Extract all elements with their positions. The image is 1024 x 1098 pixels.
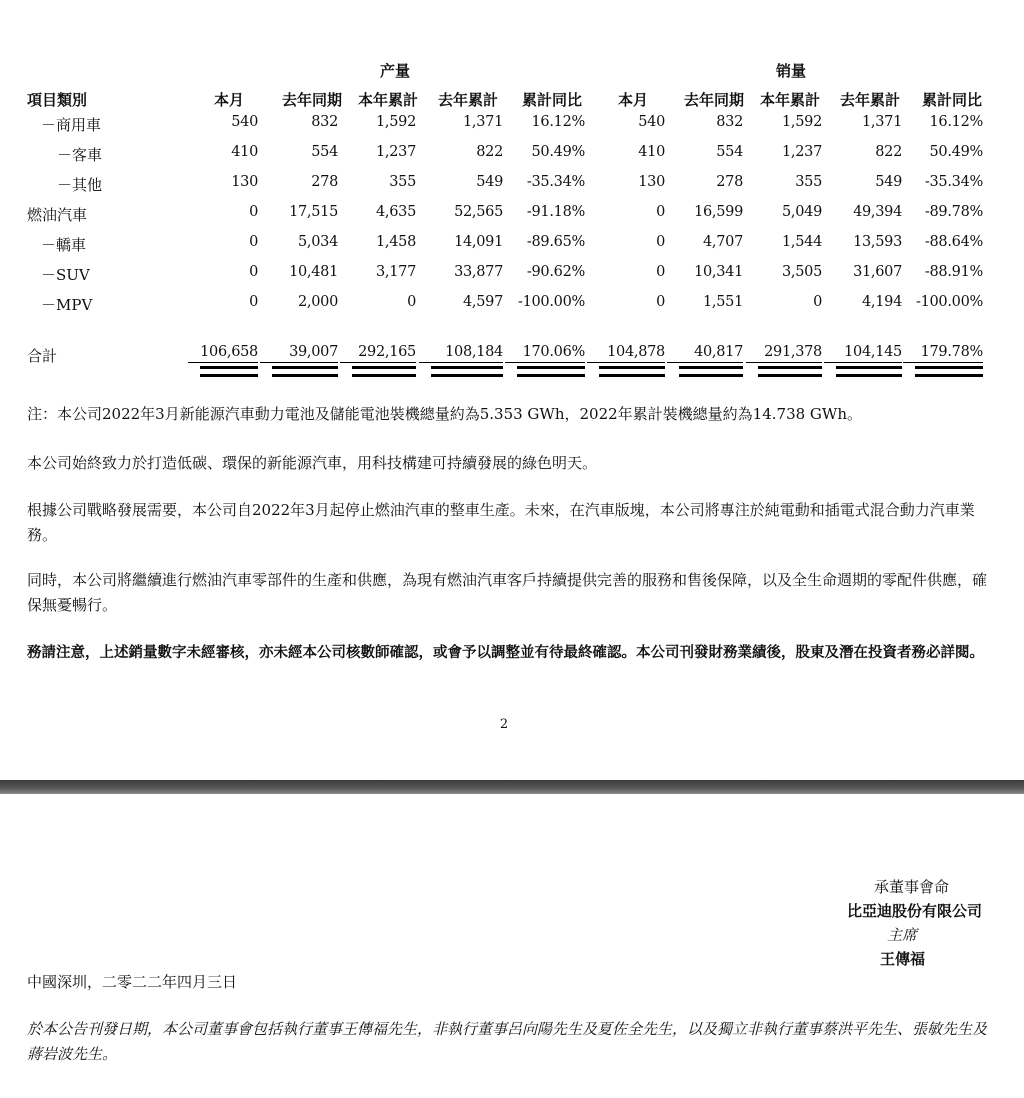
column-header: 累計同比 [921,91,982,109]
paragraph-parts-supply: 同時，本公司將繼續進行燃油汽車零部件的生產和供應，為現有燃油汽車客戶持續提供完善的服務和售後保障，以及全生命週期的零配件供應，確保無憂暢行。 [27,571,988,614]
table-cell: 1,592 [375,114,416,130]
table-cell: -35.34% [526,174,585,190]
double-underline [836,366,902,377]
table-row-label: －SUV [41,266,90,284]
table-cell: 549 [476,174,503,190]
table-cell: 0 [656,294,665,310]
column-header-category: 項目類別 [27,91,88,109]
table-cell: 1,592 [781,114,822,130]
column-header: 去年累計 [839,91,900,109]
table-cell: 130 [231,174,258,190]
table-cell: 49,394 [853,204,902,220]
paragraph-commitment: 本公司始終致力於打造低碳、環保的新能源汽車，用科技構建可持續發展的綠色明天。 [27,454,598,472]
column-header: 去年累計 [437,91,498,109]
table-cell: 0 [656,234,665,250]
chairman-name: 王傳福 [879,950,925,968]
table-row-label: －商用車 [41,116,102,134]
total-cell: 106,658 [188,344,258,363]
table-cell: 14,091 [454,234,503,250]
table-cell: -90.62% [526,264,585,280]
table-row-label: －轎車 [41,236,87,254]
table-cell: 410 [638,144,665,160]
double-underline [517,366,585,377]
company-name: 比亞迪股份有限公司 [846,902,982,920]
production-group-header: 产量 [379,62,410,80]
page-number: 2 [499,717,509,732]
table-cell: 540 [638,114,665,130]
table-cell: 1,371 [861,114,902,130]
table-row-label: －MPV [41,296,93,314]
total-row-label: 合計 [27,347,58,365]
board-composition-footer: 於本公告刊發日期，本公司董事會包括執行董事王傳福先生，非執行董事呂向陽先生及夏佐全先生，以及獨立非執行董事蔡洪平先生、張敏先生及蔣岩波先生。 [27,1020,988,1063]
table-cell: 1,237 [375,144,416,160]
total-cell: 39,007 [260,344,338,363]
table-row-label: 燃油汽車 [27,206,88,224]
table-cell: 16.12% [531,114,585,130]
total-cell: 170.06% [505,344,585,363]
table-cell: 410 [231,144,258,160]
table-cell: 3,177 [375,264,416,280]
table-cell: 0 [813,294,822,310]
table-cell: 1,371 [462,114,503,130]
total-cell: 104,878 [587,344,665,363]
table-cell: 10,481 [289,264,338,280]
total-cell: 108,184 [419,344,503,363]
page-divider [0,780,1024,794]
table-cell: 13,593 [853,234,902,250]
table-cell: 0 [249,294,258,310]
table-cell: 1,544 [781,234,822,250]
table-cell: 1,551 [702,294,743,310]
column-header: 本月 [213,91,244,109]
warning-paragraph: 務請注意，上述銷量數字未經審核，亦未經本公司核數師確認，或會予以調整並有待最終確認。本公司刊發財務業績後，股東及潛在投資者務必詳閱。 [27,645,984,661]
table-cell: 33,877 [454,264,503,280]
signature-page [0,794,1024,1098]
double-underline [915,366,983,377]
table-cell: 1,237 [781,144,822,160]
table-cell: 130 [638,174,665,190]
double-underline [352,366,416,377]
column-header: 累計同比 [521,91,582,109]
double-underline [599,366,665,377]
paragraph-strategy: 根據公司戰略發展需要，本公司自2022年3月起停止燃油汽車的整車生產。未來，在汽車版塊，本公司將專注於純電動和插電式混合動力汽車業務。 [27,501,975,544]
table-cell: 554 [311,144,338,160]
table-cell: 10,341 [694,264,743,280]
signature-line: 承董事會命 [873,878,949,896]
total-cell: 40,817 [667,344,743,363]
table-cell: 0 [249,234,258,250]
table-cell: 5,034 [297,234,338,250]
double-underline [679,366,743,377]
table-cell: -88.91% [924,264,983,280]
table-cell: -89.78% [924,204,983,220]
total-cell: 292,165 [340,344,416,363]
table-cell: 4,597 [462,294,503,310]
table-cell: 31,607 [853,264,902,280]
table-cell: 540 [231,114,258,130]
column-header: 本年累計 [357,91,418,109]
table-cell: 1,458 [375,234,416,250]
column-header: 本年累計 [759,91,820,109]
table-cell: 554 [716,144,743,160]
table-cell: 5,049 [781,204,822,220]
total-cell: 104,145 [824,344,902,363]
table-cell: 3,505 [781,264,822,280]
table-cell: 17,515 [289,204,338,220]
chairman-title: 主席 [886,926,917,944]
double-underline [272,366,338,377]
table-cell: 0 [407,294,416,310]
column-header: 本月 [617,91,648,109]
table-cell: -91.18% [526,204,585,220]
table-cell: 4,635 [375,204,416,220]
table-cell: 822 [875,144,902,160]
table-cell: 4,707 [702,234,743,250]
double-underline [200,366,258,377]
table-row-label: －其他 [57,176,103,194]
table-cell: -89.65% [526,234,585,250]
table-cell: 0 [656,204,665,220]
table-cell: -88.64% [924,234,983,250]
table-cell: 16.12% [929,114,983,130]
table-row-label: －客車 [57,146,103,164]
table-cell: 549 [875,174,902,190]
table-cell: 2,000 [297,294,338,310]
table-cell: 278 [716,174,743,190]
table-cell: -35.34% [924,174,983,190]
table-cell: 16,599 [694,204,743,220]
table-cell: 832 [716,114,743,130]
double-underline [431,366,503,377]
table-cell: 0 [249,204,258,220]
double-underline [758,366,822,377]
table-cell: 355 [795,174,822,190]
table-cell: 832 [311,114,338,130]
table-cell: -100.00% [915,294,983,310]
table-cell: 278 [311,174,338,190]
battery-note: 注：本公司2022年3月新能源汽車動力電池及儲能電池裝機總量約為5.353 GWh，2022年累計裝機總量約為14.738 GWh。 [27,405,862,423]
total-cell: 291,378 [746,344,822,363]
table-cell: -100.00% [517,294,585,310]
column-header: 去年同期 [683,91,744,109]
column-header: 去年同期 [281,91,342,109]
table-cell: 50.49% [929,144,983,160]
table-cell: 0 [249,264,258,280]
table-cell: 4,194 [861,294,902,310]
table-cell: 822 [476,144,503,160]
total-cell: 179.78% [903,344,983,363]
table-cell: 52,565 [454,204,503,220]
sales-group-header: 销量 [775,62,806,80]
table-cell: 0 [656,264,665,280]
table-cell: 355 [389,174,416,190]
table-cell: 50.49% [531,144,585,160]
place-date: 中國深圳，二零二二年四月三日 [27,973,238,991]
